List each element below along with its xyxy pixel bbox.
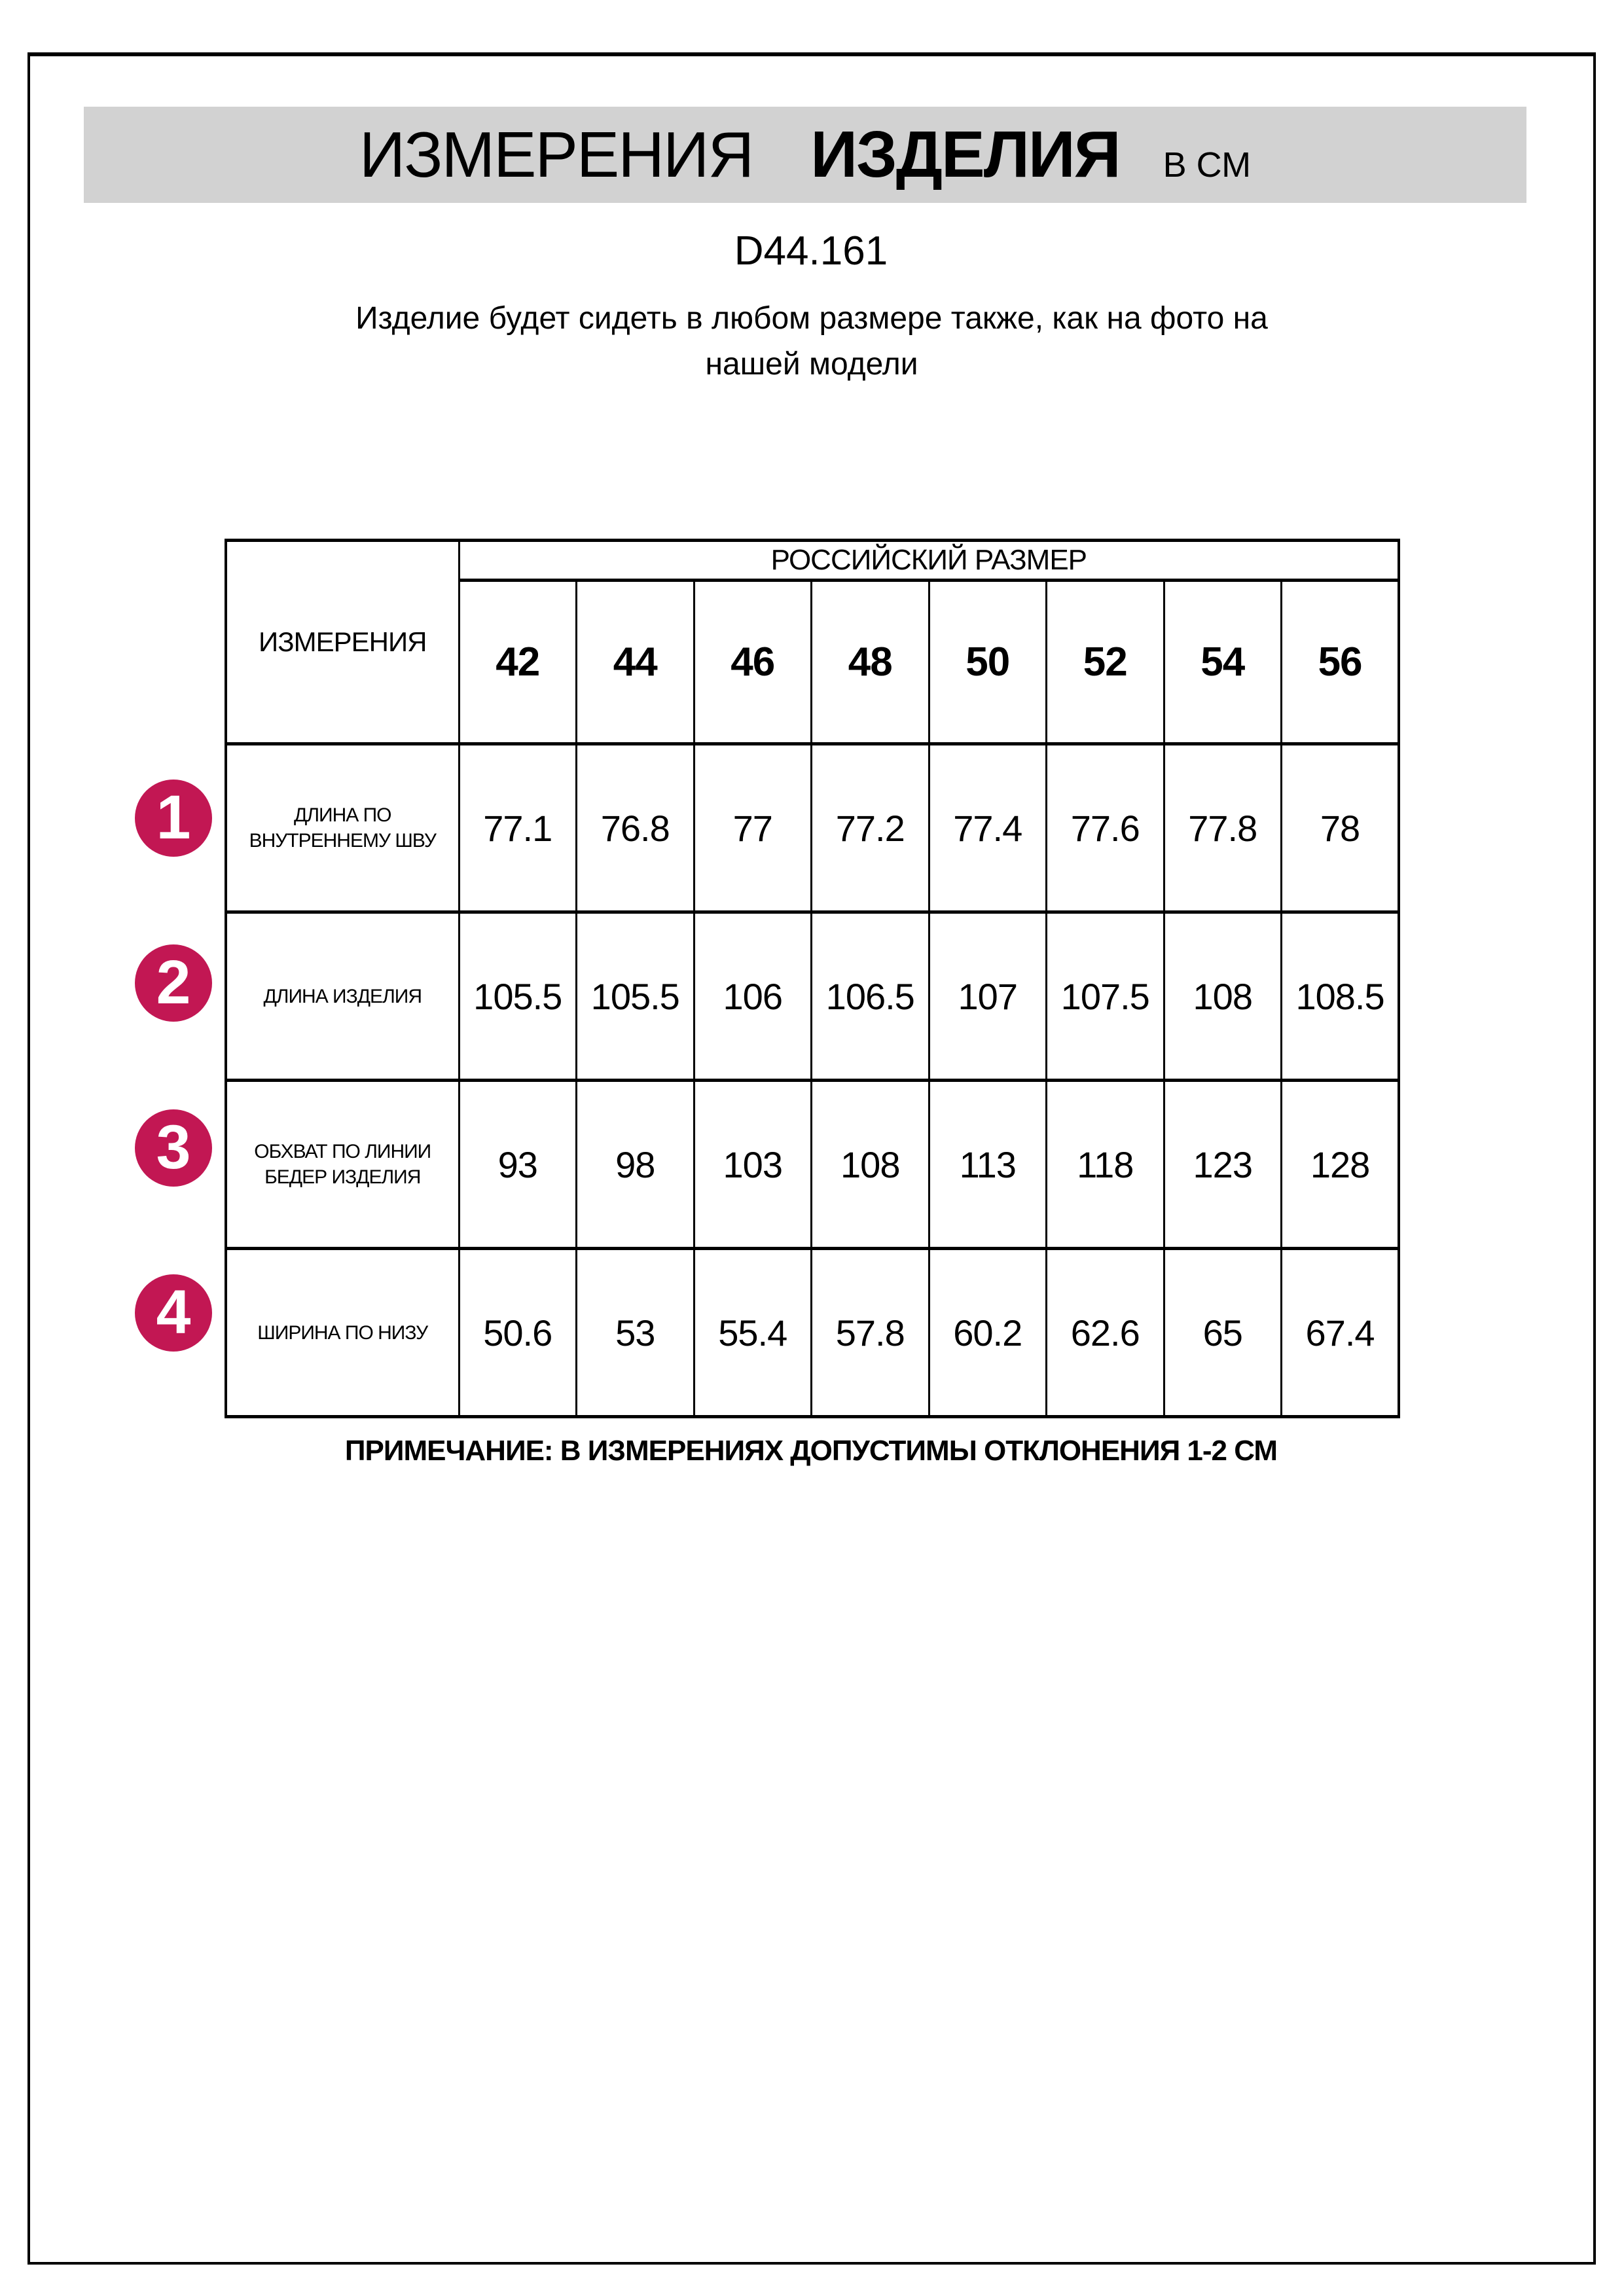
row-label: ДЛИНА ПО ВНУТРЕННЕМУ ШВУ <box>226 744 459 912</box>
value-cell: 118 <box>1047 1081 1164 1249</box>
value-cell: 108.5 <box>1282 912 1399 1081</box>
value-cell: 50.6 <box>459 1249 577 1417</box>
value-cell: 123 <box>1164 1081 1282 1249</box>
size-header-52: 52 <box>1047 581 1164 744</box>
value-cell: 107 <box>929 912 1047 1081</box>
value-cell: 77.6 <box>1047 744 1164 912</box>
value-cell: 113 <box>929 1081 1047 1249</box>
value-cell: 105.5 <box>577 912 695 1081</box>
size-header-46: 46 <box>694 581 812 744</box>
title-units: В СМ <box>1163 145 1252 185</box>
size-table <box>225 539 1400 1418</box>
title-product: ИЗДЕЛИЯ <box>810 118 1120 191</box>
note-text: ПРИМЕЧАНИЕ: В ИЗМЕРЕНИЯХ ДОПУСТИМЫ ОТКЛОНЕНИЯ 1-2 СМ <box>344 1435 1278 1467</box>
title-bar <box>84 107 1526 203</box>
value-cell: 108 <box>1164 912 1282 1081</box>
size-header-54: 54 <box>1164 581 1282 744</box>
row-number-badge: 3 <box>135 1109 212 1187</box>
value-cell: 65 <box>1164 1249 1282 1417</box>
value-cell: 53 <box>577 1249 695 1417</box>
value-cell: 105.5 <box>459 912 577 1081</box>
value-cell: 93 <box>459 1081 577 1249</box>
value-cell: 103 <box>694 1081 812 1249</box>
table-row <box>226 912 1399 1081</box>
row-number-badge: 4 <box>135 1274 212 1352</box>
russian-size-header: РОССИЙСКИЙ РАЗМЕР <box>459 541 1399 581</box>
table-row <box>226 1081 1399 1249</box>
subtitle <box>255 296 1368 387</box>
value-cell: 106 <box>694 912 812 1081</box>
value-cell: 77.1 <box>459 744 577 912</box>
row-label: ДЛИНА ИЗДЕЛИЯ <box>226 912 459 1081</box>
title-measurements: ИЗМЕРЕНИЯ <box>359 118 753 190</box>
measurements-column-header: ИЗМЕРЕНИЯ <box>226 541 459 744</box>
value-cell: 77.4 <box>929 744 1047 912</box>
value-cell: 107.5 <box>1047 912 1164 1081</box>
value-cell: 128 <box>1282 1081 1399 1249</box>
model-code: D44.161 <box>734 228 888 274</box>
row-number-badge: 2 <box>135 944 212 1022</box>
value-cell: 77 <box>694 744 812 912</box>
row-number-badge: 1 <box>135 780 212 857</box>
value-cell: 77.8 <box>1164 744 1282 912</box>
value-cell: 67.4 <box>1282 1249 1399 1417</box>
value-cell: 76.8 <box>577 744 695 912</box>
subtitle-line-1: Изделие будет сидеть в любом размере также, как на фото на <box>355 301 1268 336</box>
value-cell: 77.2 <box>812 744 929 912</box>
value-cell: 62.6 <box>1047 1249 1164 1417</box>
row-label: ШИРИНА ПО НИЗУ <box>226 1249 459 1417</box>
table-row <box>226 744 1399 912</box>
value-cell: 60.2 <box>929 1249 1047 1417</box>
value-cell: 98 <box>577 1081 695 1249</box>
size-header-42: 42 <box>459 581 577 744</box>
group-header-row <box>226 541 1399 581</box>
subtitle-line-2: нашей модели <box>705 347 918 382</box>
table-row <box>226 1249 1399 1417</box>
value-cell: 57.8 <box>812 1249 929 1417</box>
value-cell: 78 <box>1282 744 1399 912</box>
value-cell: 55.4 <box>694 1249 812 1417</box>
size-header-48: 48 <box>812 581 929 744</box>
size-header-56: 56 <box>1282 581 1399 744</box>
row-label: ОБХВАТ ПО ЛИНИИ БЕДЕР ИЗДЕЛИЯ <box>226 1081 459 1249</box>
value-cell: 106.5 <box>812 912 929 1081</box>
size-header-50: 50 <box>929 581 1047 744</box>
value-cell: 108 <box>812 1081 929 1249</box>
size-header-44: 44 <box>577 581 695 744</box>
